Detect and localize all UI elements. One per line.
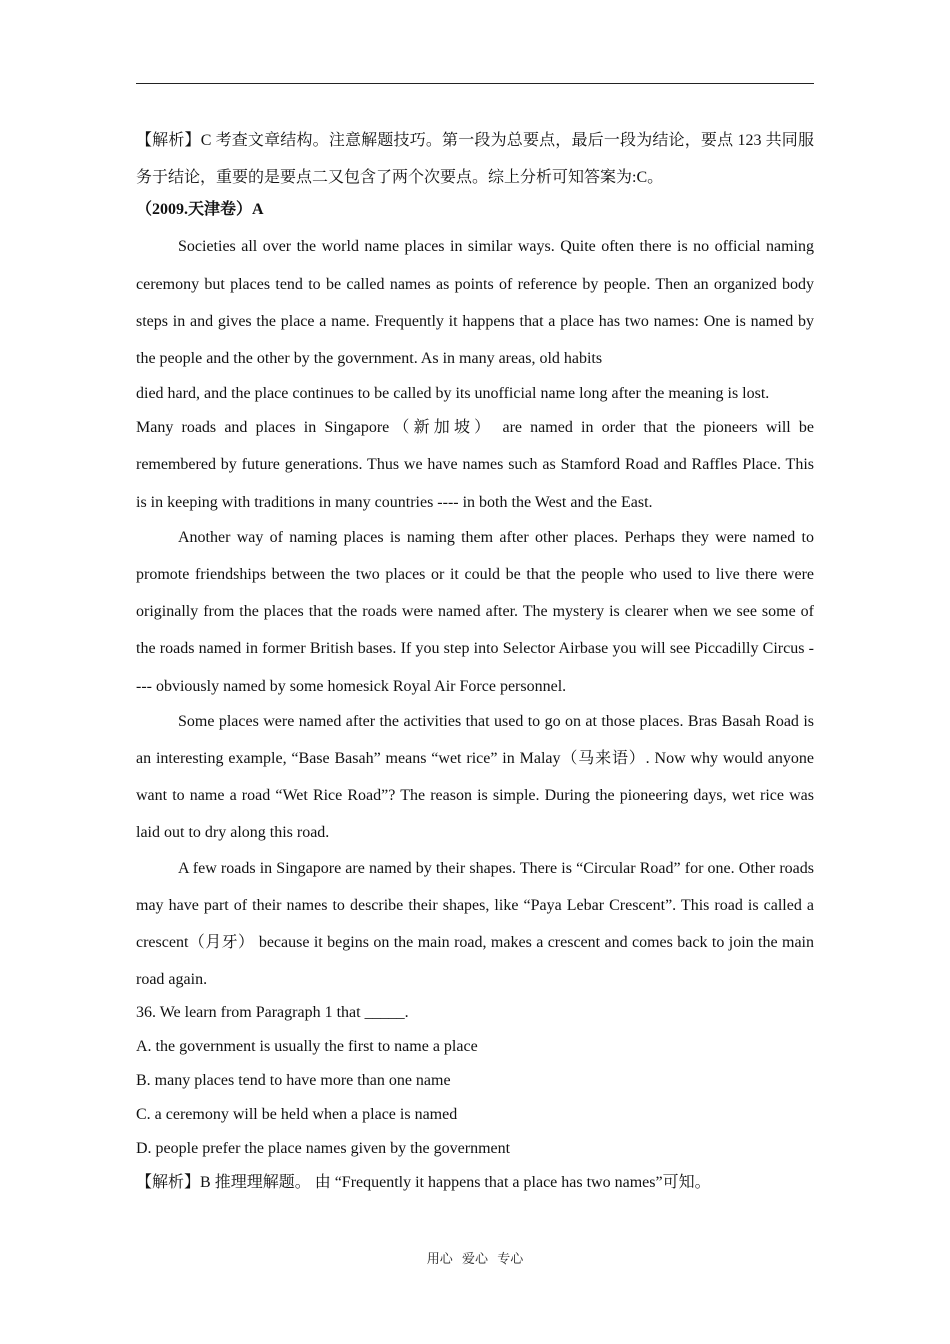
- analysis-text: C 考查文章结构。注意解题技巧。第一段为总要点，最后一段为结论，要点 123 共同服务于结论，重要的是要点二又包含了两个次要点。综上分析可知答案为:C。: [136, 132, 814, 187]
- analysis-text: B 推理理解题。 由 “Frequently it happens that a place has two names”可知。: [200, 1174, 711, 1192]
- section-heading: （2009.天津卷）A: [136, 201, 264, 219]
- passage-paragraph-1c: Many roads and places in Singapore（新加坡） are named in order that the pioneers will be remembered by future generations. Thus we have names such as Stamford Road and Raffles Place. This is in keeping with traditions in many countries ---- in both the West and the East.: [136, 419, 814, 511]
- analysis-paragraph-bottom: [136, 1166, 814, 1200]
- page-footer: 用心 爱心 专心: [426, 1251, 524, 1266]
- passage-paragraph-3: Some places were named after the activities that used to go on at those places. Bras Basah Road is an interesting example, “Base Basah” means “wet rice” in Malay（马来语）. Now why would anyone want to name a road “Wet Rice Road”? The reason is simple. During the pioneering days, wet rice was laid out to dry along this road.: [136, 712, 814, 842]
- passage-paragraph-1b: died hard, and the place continues to be called by its unofficial name long after the meaning is lost.: [136, 385, 770, 403]
- passage-paragraph-2: Another way of naming places is naming them after other places. Perhaps they were named to promote friendships between the two places or it could be that the people who used to live there were originally from the places that the roads were named after. The mystery is clearer when we see some of the roads named in former British bases. If you step into Selector Airbase you will see Piccadilly Circus ---- obviously named by some homesick Royal Air Force personnel.: [136, 528, 814, 695]
- question-option-b: B. many places tend to have more than one name: [136, 1072, 451, 1090]
- analysis-paragraph-top: [136, 122, 814, 196]
- analysis-mark: 【解析】: [136, 132, 201, 149]
- question-option-d: D. people prefer the place names given by the government: [136, 1140, 511, 1158]
- document-body: [136, 122, 814, 1200]
- question-option-c: C. a ceremony will be held when a place is named: [136, 1106, 458, 1124]
- question-option-a: A. the government is usually the first to name a place: [136, 1038, 478, 1056]
- header-rule: [136, 83, 814, 84]
- passage-paragraph-1a: Societies all over the world name places in similar ways. Quite often there is no official naming ceremony but places tend to be called names as points of reference by people. Then an organized body steps in and gives the place a name. Frequently it happens that a place has two names: One is named by the people and the other by the government. As in many areas, old habits: [136, 238, 814, 368]
- passage-paragraph-4: A few roads in Singapore are named by their shapes. There is “Circular Road” for one. Other roads may have part of their names to describe their shapes, like “Paya Lebar Crescent”. This road is called a crescent（月牙） because it begins on the main road, makes a crescent and comes back to join the main road again.: [136, 859, 814, 989]
- question-stem: 36. We learn from Paragraph 1 that _____.: [136, 1004, 409, 1022]
- analysis-mark: 【解析】: [136, 1174, 201, 1192]
